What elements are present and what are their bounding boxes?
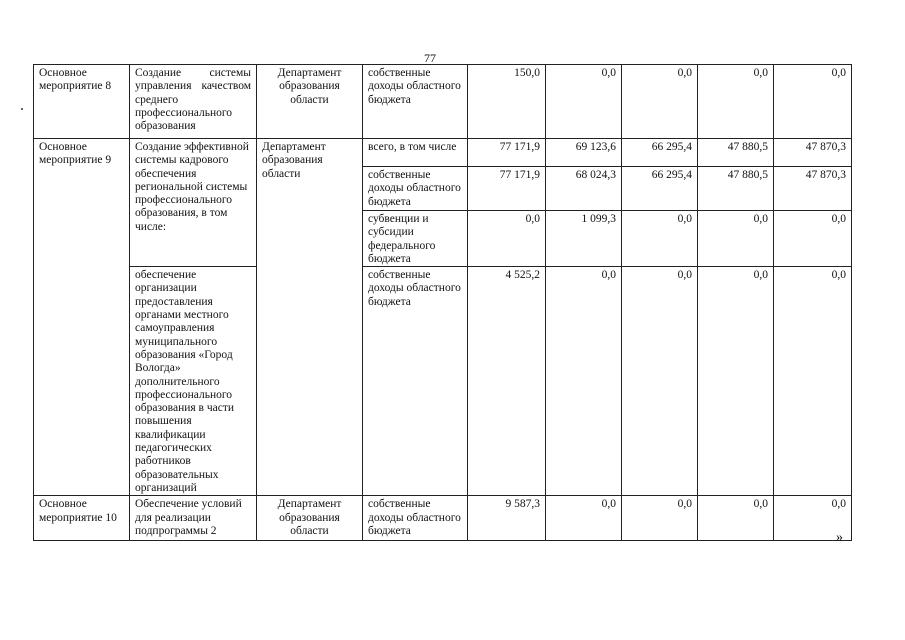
event-name: Создание эффективной системы кадрового обеспечения региональной системы профессионального образования, в том числе: xyxy=(130,139,257,267)
value-cell: 0,0 xyxy=(698,65,774,139)
responsible-dept: Департамент образования области xyxy=(257,496,363,541)
scan-speck xyxy=(21,108,23,110)
value-cell: 68 024,3 xyxy=(546,167,622,211)
value-cell: 66 295,4 xyxy=(622,167,698,211)
value-cell: 1 099,3 xyxy=(546,211,622,267)
event-label: Основное мероприятие 9 xyxy=(34,139,130,496)
value-cell: 0,0 xyxy=(774,267,852,496)
value-cell: 0,0 xyxy=(622,65,698,139)
page-number: 77 xyxy=(424,51,436,65)
value-cell: 0,0 xyxy=(622,211,698,267)
program-funding-table xyxy=(33,64,852,541)
table-row-event-8 xyxy=(34,65,852,139)
value-cell: 0,0 xyxy=(774,496,852,541)
value-cell: 0,0 xyxy=(622,267,698,496)
value-cell: 0,0 xyxy=(698,496,774,541)
funding-source: собственные доходы областного бюджета xyxy=(363,496,468,541)
value-cell: 0,0 xyxy=(774,211,852,267)
value-cell: 0,0 xyxy=(774,65,852,139)
event-label: Основное мероприятие 10 xyxy=(34,496,130,541)
value-cell: 77 171,9 xyxy=(468,167,546,211)
funding-source: субвенции и субсидии федерального бюджета xyxy=(363,211,468,267)
closing-quote-mark: » xyxy=(836,530,843,545)
funding-source: собственные доходы областного бюджета xyxy=(363,65,468,139)
table-row-event-9-sub xyxy=(34,267,852,496)
event-name: Создание системы управления качеством среднего профессионального образования xyxy=(130,65,257,139)
value-cell: 77 171,9 xyxy=(468,139,546,167)
event-name: Обеспечение условий для реализации подпрограммы 2 xyxy=(130,496,257,541)
value-cell: 47 870,3 xyxy=(774,139,852,167)
value-cell: 0,0 xyxy=(622,496,698,541)
value-cell: 47 880,5 xyxy=(698,139,774,167)
value-cell: 0,0 xyxy=(546,496,622,541)
value-cell: 0,0 xyxy=(698,267,774,496)
value-cell: 0,0 xyxy=(546,65,622,139)
value-cell: 150,0 xyxy=(468,65,546,139)
funding-source: собственные доходы областного бюджета xyxy=(363,167,468,211)
funding-source: всего, в том числе xyxy=(363,139,468,167)
value-cell: 0,0 xyxy=(468,211,546,267)
value-cell: 47 880,5 xyxy=(698,167,774,211)
funding-source: собственные доходы областного бюджета xyxy=(363,267,468,496)
value-cell: 47 870,3 xyxy=(774,167,852,211)
sub-event-name: обеспечение организации предоставления органами местного самоуправления муниципального образования «Город Вологда» дополнительного профессионального образования в части повышения квалификации педагогических работников образовательных организаций xyxy=(130,267,257,496)
value-cell: 66 295,4 xyxy=(622,139,698,167)
responsible-dept: Департамент образования области xyxy=(257,65,363,139)
table-row-event-9-total xyxy=(34,139,852,167)
responsible-dept: Департамент образования области xyxy=(257,139,363,496)
value-cell: 69 123,6 xyxy=(546,139,622,167)
table-row-event-10 xyxy=(34,496,852,541)
value-cell: 4 525,2 xyxy=(468,267,546,496)
value-cell: 0,0 xyxy=(546,267,622,496)
value-cell: 9 587,3 xyxy=(468,496,546,541)
event-label: Основное мероприятие 8 xyxy=(34,65,130,139)
value-cell: 0,0 xyxy=(698,211,774,267)
